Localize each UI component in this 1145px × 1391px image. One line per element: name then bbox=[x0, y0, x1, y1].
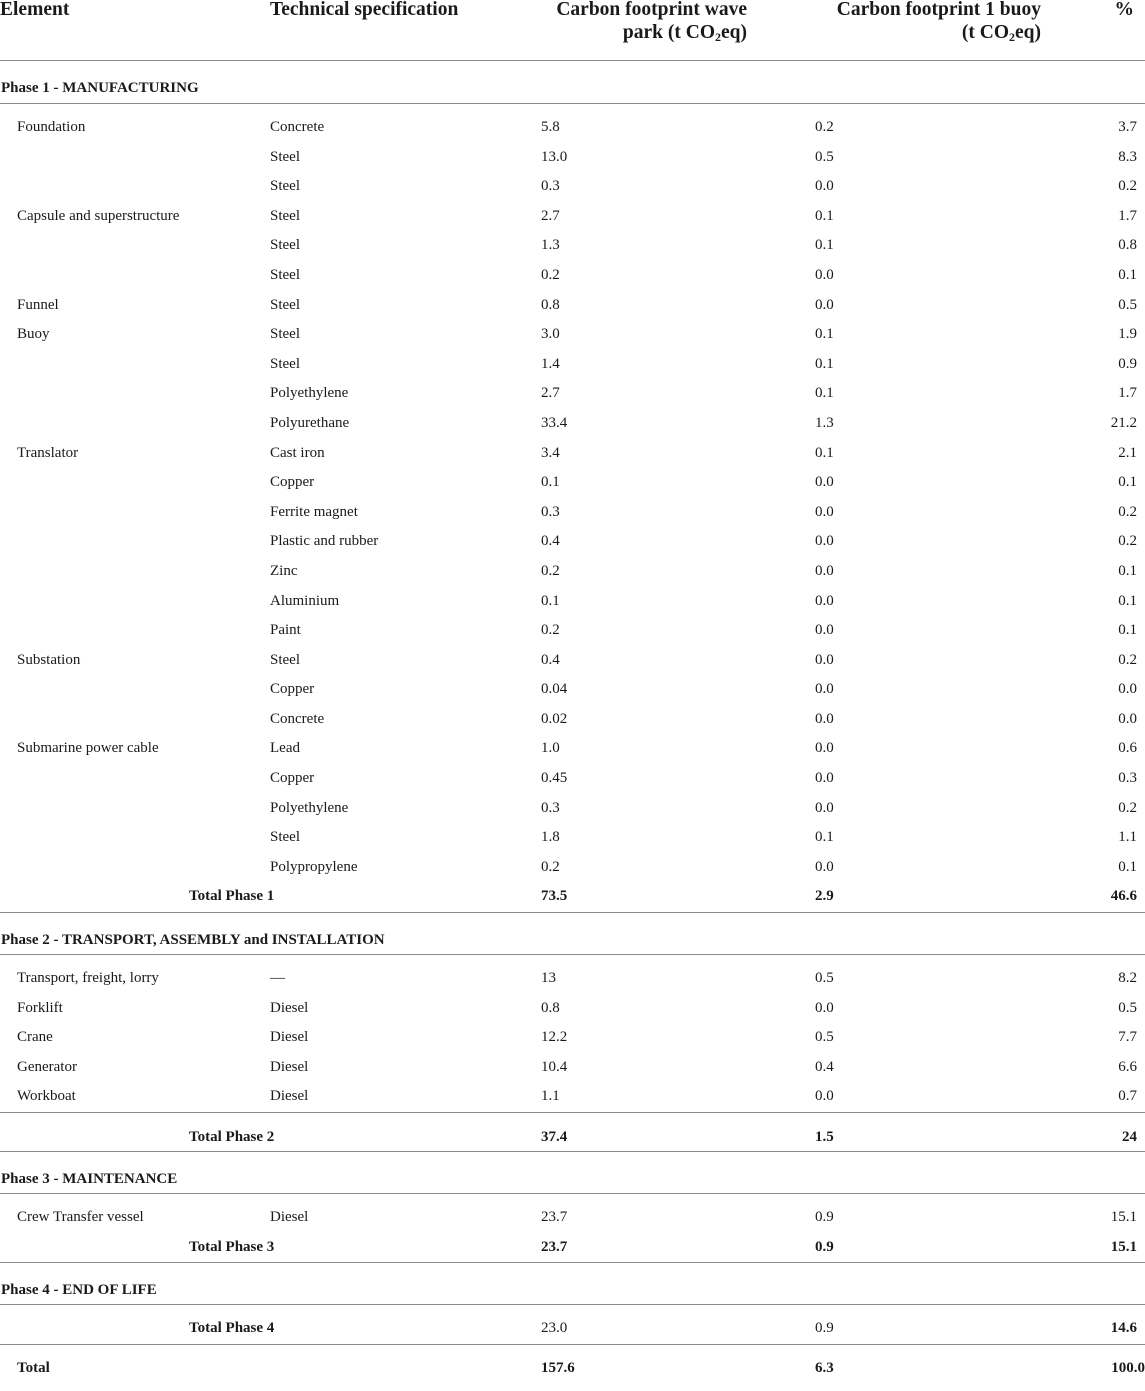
percent-cell: 15.1 bbox=[1110, 1209, 1137, 1225]
table-row bbox=[0, 261, 1145, 291]
table-row bbox=[0, 964, 1145, 994]
specification-cell: Polyethylene bbox=[270, 385, 349, 402]
phase-3-rows bbox=[0, 1203, 1145, 1233]
wave-park-cell: 13 bbox=[541, 970, 556, 987]
percent-cell: 3.7 bbox=[1118, 119, 1137, 135]
specification-cell: Diesel bbox=[270, 1209, 309, 1225]
table-row bbox=[0, 231, 1145, 261]
specification-cell: — bbox=[270, 970, 285, 987]
one-buoy-cell: 0.0 bbox=[815, 999, 834, 1016]
wave-park-cell: 0.2 bbox=[541, 266, 560, 283]
percent-cell: 0.2 bbox=[1118, 503, 1137, 520]
one-buoy-cell: 0.5 bbox=[815, 1029, 834, 1046]
specification-cell: Copper bbox=[270, 681, 315, 698]
table-row bbox=[0, 1082, 1145, 1112]
percent-cell: 0.5 bbox=[1118, 999, 1137, 1016]
one-buoy-cell: 0.5 bbox=[815, 148, 834, 165]
specification-cell: Steel bbox=[270, 651, 300, 668]
total-one-buoy-value: 0.9 bbox=[815, 1320, 834, 1337]
percent-cell: 0.0 bbox=[1118, 681, 1137, 698]
table-row bbox=[0, 409, 1145, 439]
total-label: Total Phase 1 bbox=[189, 888, 275, 905]
phase-1-rows bbox=[0, 113, 1145, 882]
wave-park-cell: 3.0 bbox=[541, 326, 560, 343]
table-row bbox=[0, 202, 1145, 232]
specification-cell: Polypropylene bbox=[270, 858, 358, 875]
header-wave-park: Carbon footprint wave park (t $CO_2eq$) bbox=[556, 0, 747, 44]
percent-cell: 0.1 bbox=[1118, 592, 1137, 609]
element-cell: Substation bbox=[17, 651, 81, 668]
specification-cell: Diesel bbox=[270, 1058, 309, 1075]
table-row bbox=[0, 675, 1145, 705]
specification-cell: Polyurethane bbox=[270, 414, 350, 431]
specification-cell: Diesel bbox=[270, 1088, 309, 1105]
percent-cell: 0.1 bbox=[1118, 858, 1137, 875]
wave-park-cell: 2.7 bbox=[541, 385, 560, 402]
element-cell: Generator bbox=[17, 1058, 77, 1075]
wave-park-cell: 0.2 bbox=[541, 562, 560, 579]
one-buoy-cell: 0.0 bbox=[815, 178, 834, 195]
percent-cell: 2.1 bbox=[1118, 444, 1137, 461]
specification-cell: Steel bbox=[270, 326, 300, 343]
wave-park-cell: 0.8 bbox=[541, 296, 560, 313]
table-row bbox=[0, 172, 1145, 202]
total-one-buoy-value: 0.9 bbox=[815, 1238, 834, 1255]
table-row bbox=[0, 113, 1145, 143]
one-buoy-cell: 0.1 bbox=[815, 829, 834, 846]
specification-cell: Plastic and rubber bbox=[270, 533, 379, 550]
percent-cell: 0.8 bbox=[1118, 237, 1137, 254]
table-row bbox=[0, 350, 1145, 380]
wave-park-cell: 13.0 bbox=[541, 148, 568, 165]
wave-park-cell: 12.2 bbox=[541, 1029, 568, 1046]
specification-cell: Steel bbox=[270, 237, 300, 254]
wave-park-cell: 0.4 bbox=[541, 533, 560, 550]
percent-cell: 0.2 bbox=[1118, 178, 1137, 195]
wave-park-cell: 1.4 bbox=[541, 355, 560, 372]
specification-cell: Steel bbox=[270, 355, 300, 372]
header-element: Element bbox=[0, 0, 70, 20]
percent-cell: 1.1 bbox=[1118, 829, 1137, 846]
table-row bbox=[0, 616, 1145, 646]
percent-cell: 0.5 bbox=[1118, 296, 1137, 313]
specification-cell: Diesel bbox=[270, 999, 309, 1016]
percent-cell: 0.2 bbox=[1118, 533, 1137, 550]
table-row bbox=[0, 320, 1145, 350]
specification-cell: Copper bbox=[270, 474, 315, 491]
percent-cell: 1.9 bbox=[1118, 326, 1137, 343]
table-row bbox=[0, 379, 1145, 409]
one-buoy-cell: 0.1 bbox=[815, 237, 834, 254]
percent-cell: 8.3 bbox=[1118, 148, 1137, 165]
header-percent: % bbox=[1114, 0, 1134, 20]
one-buoy-cell: 0.0 bbox=[815, 740, 834, 757]
wave-park-cell: 0.4 bbox=[541, 651, 560, 668]
specification-cell: Steel bbox=[270, 266, 300, 283]
one-buoy-cell: 0.0 bbox=[815, 858, 834, 875]
one-buoy-cell: 0.0 bbox=[815, 266, 834, 283]
element-cell: Buoy bbox=[17, 326, 50, 343]
table-row bbox=[0, 587, 1145, 617]
table-row bbox=[0, 557, 1145, 587]
total-wave-park-value: 23.0 bbox=[541, 1320, 568, 1337]
specification-cell: Diesel bbox=[270, 1029, 309, 1046]
percent-cell: 7.7 bbox=[1118, 1029, 1137, 1046]
table-row bbox=[0, 705, 1145, 735]
table-row bbox=[0, 646, 1145, 676]
table-row bbox=[0, 794, 1145, 824]
element-cell: Submarine power cable bbox=[17, 740, 159, 757]
wave-park-cell: 0.2 bbox=[541, 622, 560, 639]
total-percent-value: 46.6 bbox=[1110, 888, 1137, 905]
total-wave-park-value: 23.7 bbox=[541, 1238, 568, 1255]
wave-park-cell: 3.4 bbox=[541, 444, 560, 461]
percent-cell: 1.7 bbox=[1118, 207, 1137, 224]
one-buoy-cell: 0.1 bbox=[815, 385, 834, 402]
element-cell: Crew Transfer vessel bbox=[17, 1209, 144, 1225]
percent-cell: 1.7 bbox=[1118, 385, 1137, 402]
one-buoy-cell: 0.0 bbox=[815, 503, 834, 520]
specification-cell: Steel bbox=[270, 148, 300, 165]
wave-park-cell: 10.4 bbox=[541, 1058, 568, 1075]
header-one-buoy: Carbon footprint 1 buoy (t $CO_2eq$) bbox=[836, 0, 1041, 44]
one-buoy-cell: 0.0 bbox=[815, 770, 834, 787]
percent-cell: 0.2 bbox=[1118, 651, 1137, 668]
total-one-buoy-value: 1.5 bbox=[815, 1129, 834, 1145]
percent-cell: 0.1 bbox=[1118, 474, 1137, 491]
element-cell: Funnel bbox=[17, 296, 59, 313]
table-row bbox=[0, 143, 1145, 173]
specification-cell: Steel bbox=[270, 178, 300, 195]
table-row bbox=[0, 853, 1145, 883]
wave-park-cell: 0.04 bbox=[541, 681, 568, 698]
wave-park-cell: 23.7 bbox=[541, 1209, 568, 1225]
one-buoy-cell: 0.1 bbox=[815, 444, 834, 461]
total-phase-2-row bbox=[0, 1112, 1145, 1152]
percent-cell: 0.1 bbox=[1118, 562, 1137, 579]
element-cell: Translator bbox=[17, 444, 79, 461]
specification-cell: Zinc bbox=[270, 562, 298, 579]
wave-park-cell: 1.3 bbox=[541, 237, 560, 254]
one-buoy-cell: 0.0 bbox=[815, 622, 834, 639]
total-phase-4-row bbox=[0, 1314, 1145, 1344]
wave-park-cell: 0.2 bbox=[541, 858, 560, 875]
one-buoy-cell: 0.9 bbox=[815, 1209, 834, 1225]
one-buoy-cell: 0.0 bbox=[815, 1088, 834, 1105]
percent-cell: 21.2 bbox=[1110, 414, 1137, 431]
total-phase-3-row bbox=[0, 1233, 1145, 1264]
grand-total-one-buoy-value: 6.3 bbox=[815, 1359, 834, 1376]
percent-cell: 8.2 bbox=[1118, 970, 1137, 987]
percent-cell: 0.2 bbox=[1118, 799, 1137, 816]
element-cell: Workboat bbox=[17, 1088, 76, 1105]
element-cell: Forklift bbox=[17, 999, 63, 1016]
one-buoy-cell: 0.0 bbox=[815, 474, 834, 491]
one-buoy-cell: 0.0 bbox=[815, 651, 834, 668]
table-row bbox=[0, 823, 1145, 853]
total-phase-1-row bbox=[0, 882, 1145, 913]
wave-park-cell: 1.8 bbox=[541, 829, 560, 846]
specification-cell: Cast iron bbox=[270, 444, 325, 461]
specification-cell: Steel bbox=[270, 296, 300, 313]
percent-cell: 0.6 bbox=[1118, 740, 1137, 757]
table-row bbox=[0, 527, 1145, 557]
phase-2-rows bbox=[0, 964, 1145, 1112]
table-row bbox=[0, 1053, 1145, 1083]
table-row bbox=[0, 734, 1145, 764]
one-buoy-cell: 0.0 bbox=[815, 710, 834, 727]
total-wave-park-value: 37.4 bbox=[541, 1129, 568, 1145]
one-buoy-cell: 0.1 bbox=[815, 207, 834, 224]
wave-park-cell: 0.3 bbox=[541, 178, 560, 195]
one-buoy-cell: 0.0 bbox=[815, 533, 834, 550]
table-row bbox=[0, 764, 1145, 794]
one-buoy-cell: 0.0 bbox=[815, 296, 834, 313]
table-row bbox=[0, 439, 1145, 469]
total-label: Total Phase 4 bbox=[189, 1320, 275, 1337]
table-row bbox=[0, 498, 1145, 528]
one-buoy-cell: 1.3 bbox=[815, 414, 834, 431]
specification-cell: Polyethylene bbox=[270, 799, 349, 816]
wave-park-cell: 33.4 bbox=[541, 414, 568, 431]
wave-park-cell: 0.45 bbox=[541, 770, 568, 787]
total-percent-value: 14.6 bbox=[1110, 1320, 1137, 1337]
grand-total-percent-value: 100.0 bbox=[1111, 1359, 1145, 1376]
one-buoy-cell: 0.4 bbox=[815, 1058, 834, 1075]
one-buoy-cell: 0.1 bbox=[815, 326, 834, 343]
wave-park-cell: 0.8 bbox=[541, 999, 560, 1016]
total-one-buoy-value: 2.9 bbox=[815, 888, 834, 905]
wave-park-cell: 0.02 bbox=[541, 710, 568, 727]
percent-cell: 0.7 bbox=[1118, 1088, 1137, 1105]
specification-cell: Lead bbox=[270, 740, 300, 757]
specification-cell: Paint bbox=[270, 622, 301, 639]
specification-cell: Concrete bbox=[270, 710, 325, 727]
phase-4-title: Phase 4 - END OF LIFE bbox=[0, 1263, 1145, 1305]
table-row bbox=[0, 291, 1145, 321]
table-row bbox=[0, 1203, 1145, 1233]
percent-cell: 0.9 bbox=[1118, 355, 1137, 372]
grand-total-wave-park-value: 157.6 bbox=[541, 1359, 575, 1376]
percent-cell: 6.6 bbox=[1118, 1058, 1137, 1075]
percent-cell: 0.1 bbox=[1118, 622, 1137, 639]
wave-park-cell: 1.1 bbox=[541, 1088, 560, 1105]
specification-cell: Copper bbox=[270, 770, 315, 787]
total-label: Total Phase 3 bbox=[189, 1238, 275, 1255]
one-buoy-cell: 0.0 bbox=[815, 799, 834, 816]
phase-1-title: Phase 1 - MANUFACTURING bbox=[0, 61, 1145, 104]
table-row bbox=[0, 1023, 1145, 1053]
wave-park-cell: 2.7 bbox=[541, 207, 560, 224]
element-cell: Foundation bbox=[17, 119, 86, 135]
phase-3-title: Phase 3 - MAINTENANCE bbox=[0, 1152, 1145, 1194]
total-percent-value: 24 bbox=[1122, 1129, 1137, 1145]
wave-park-cell: 0.1 bbox=[541, 474, 560, 491]
one-buoy-cell: 0.0 bbox=[815, 681, 834, 698]
grand-total-row bbox=[0, 1344, 1145, 1391]
element-cell: Capsule and superstructure bbox=[17, 207, 180, 224]
percent-cell: 0.1 bbox=[1118, 266, 1137, 283]
one-buoy-cell: 0.1 bbox=[815, 355, 834, 372]
wave-park-cell: 5.8 bbox=[541, 119, 560, 135]
header-technical-specification: Technical specification bbox=[270, 0, 459, 20]
specification-cell: Aluminium bbox=[270, 592, 340, 609]
table-row bbox=[0, 994, 1145, 1024]
wave-park-cell: 0.3 bbox=[541, 503, 560, 520]
percent-cell: 0.3 bbox=[1118, 770, 1137, 787]
element-cell: Transport, freight, lorry bbox=[17, 970, 159, 987]
grand-total-label: Total bbox=[17, 1359, 50, 1376]
total-percent-value: 15.1 bbox=[1110, 1238, 1137, 1255]
percent-cell: 0.0 bbox=[1118, 710, 1137, 727]
specification-cell: Ferrite magnet bbox=[270, 503, 358, 520]
table-header bbox=[0, 0, 1145, 61]
table-row bbox=[0, 468, 1145, 498]
wave-park-cell: 1.0 bbox=[541, 740, 560, 757]
specification-cell: Steel bbox=[270, 829, 300, 846]
wave-park-cell: 0.1 bbox=[541, 592, 560, 609]
total-wave-park-value: 73.5 bbox=[541, 888, 568, 905]
wave-park-cell: 0.3 bbox=[541, 799, 560, 816]
total-label: Total Phase 2 bbox=[189, 1129, 275, 1145]
element-cell: Crane bbox=[17, 1029, 53, 1046]
one-buoy-cell: 0.0 bbox=[815, 592, 834, 609]
specification-cell: Concrete bbox=[270, 119, 325, 135]
specification-cell: Steel bbox=[270, 207, 300, 224]
one-buoy-cell: 0.0 bbox=[815, 562, 834, 579]
one-buoy-cell: 0.2 bbox=[815, 119, 834, 135]
phase-2-title: Phase 2 - TRANSPORT, ASSEMBLY and INSTALLATION bbox=[0, 913, 1145, 955]
one-buoy-cell: 0.5 bbox=[815, 970, 834, 987]
